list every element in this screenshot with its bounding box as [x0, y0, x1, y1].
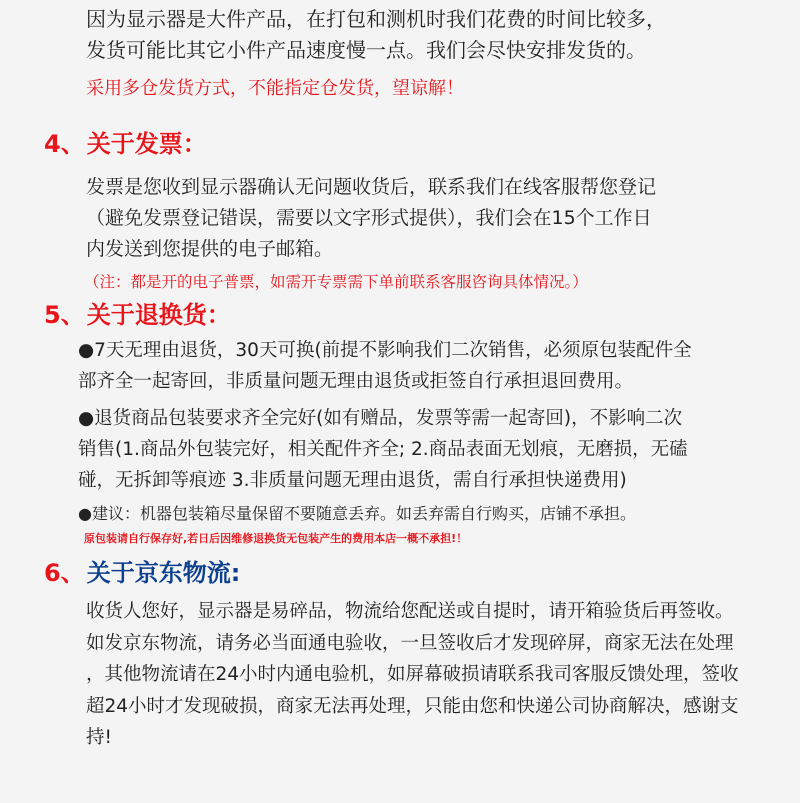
- section-4-heading: [44, 124, 207, 159]
- section-5-bullet-1: [78, 335, 692, 397]
- section-6-line: 超24小时才发现破损，商家无法再处理，只能由您和快递公司协商解决，感谢支: [86, 695, 739, 717]
- section-6-line: 如发京东物流，请务必当面通电验收，一旦签收后才发现碎屏，商家无法在处理: [86, 632, 734, 654]
- section-5-bullet-1-line: ●7天无理由退货，30天可换(前提不影响我们二次销售，必须原包装配件全: [78, 340, 692, 361]
- intro-warehouse-note: 采用多仓发货方式，不能指定仓发货，望谅解！: [86, 78, 464, 99]
- section-4-number: 4、: [44, 130, 85, 158]
- section-4-title: 关于发票：: [86, 130, 207, 158]
- section-6-line: 收货人您好，显示器是易碎品，物流给您配送或自提时，请开箱验货后再签收。: [86, 601, 734, 622]
- section-6-line: ，其他物流请在24小时内通电验机，如屏幕破损请联系我司客服反馈处理，签收: [86, 664, 739, 685]
- intro-line: 因为显示器是大件产品，在打包和测机时我们花费的时间比较多，: [86, 7, 666, 31]
- section-5-bullet-1-line: 部齐全一起寄回，非质量问题无理由退货或拒签自行承担退回费用。: [78, 371, 634, 392]
- intro-line: 发货可能比其它小件产品速度慢一点。我们会尽快安排发货的。: [86, 38, 646, 62]
- section-6-number: 6、: [44, 559, 85, 587]
- section-5-title: 关于退换货：: [86, 301, 231, 329]
- section-4-line: 内发送到您提供的电子邮箱。: [86, 238, 334, 260]
- intro-paragraph: [86, 4, 666, 66]
- section-6-paragraph: [86, 596, 739, 754]
- section-5-bullet-2-line: ●退货商品包装要求齐全完好(如有赠品，发票等需一起寄回)，不影响二次: [78, 408, 683, 429]
- section-6-heading: [44, 553, 240, 588]
- section-5-number: 5、: [44, 301, 85, 329]
- section-5-packaging-note: 原包装请自行保存好,若日后因维修退换货无包装产生的费用本店一概不承担!！: [84, 532, 468, 545]
- section-5-suggestion: ●建议：机器包装箱尽量保留不要随意丢弃。如丢弃需自行购买，店铺不承担。: [78, 504, 636, 523]
- section-4-paragraph: [86, 172, 656, 265]
- section-4-line: （避免发票登记错误，需要以文字形式提供），我们会在15个工作日: [86, 207, 652, 229]
- section-6-line: 持!: [86, 727, 112, 748]
- section-5-bullet-2-line: 销售(1.商品外包装完好，相关配件齐全; 2.商品表面无划痕，无磨损，无磕: [78, 439, 688, 460]
- section-5-bullet-2: [78, 403, 688, 496]
- section-6-title: 关于京东物流:: [86, 559, 241, 587]
- section-5-bullet-2-line: 碰，无拆卸等痕迹 3.非质量问题无理由退货，需自行承担快递费用): [78, 470, 627, 491]
- section-4-line: 发票是您收到显示器确认无问题收货后，联系我们在线客服帮您登记: [86, 176, 657, 198]
- section-4-note: （注：都是开的电子普票，如需开专票需下单前联系客服咨询具体情况。）: [84, 273, 588, 291]
- section-5-heading: [44, 295, 231, 330]
